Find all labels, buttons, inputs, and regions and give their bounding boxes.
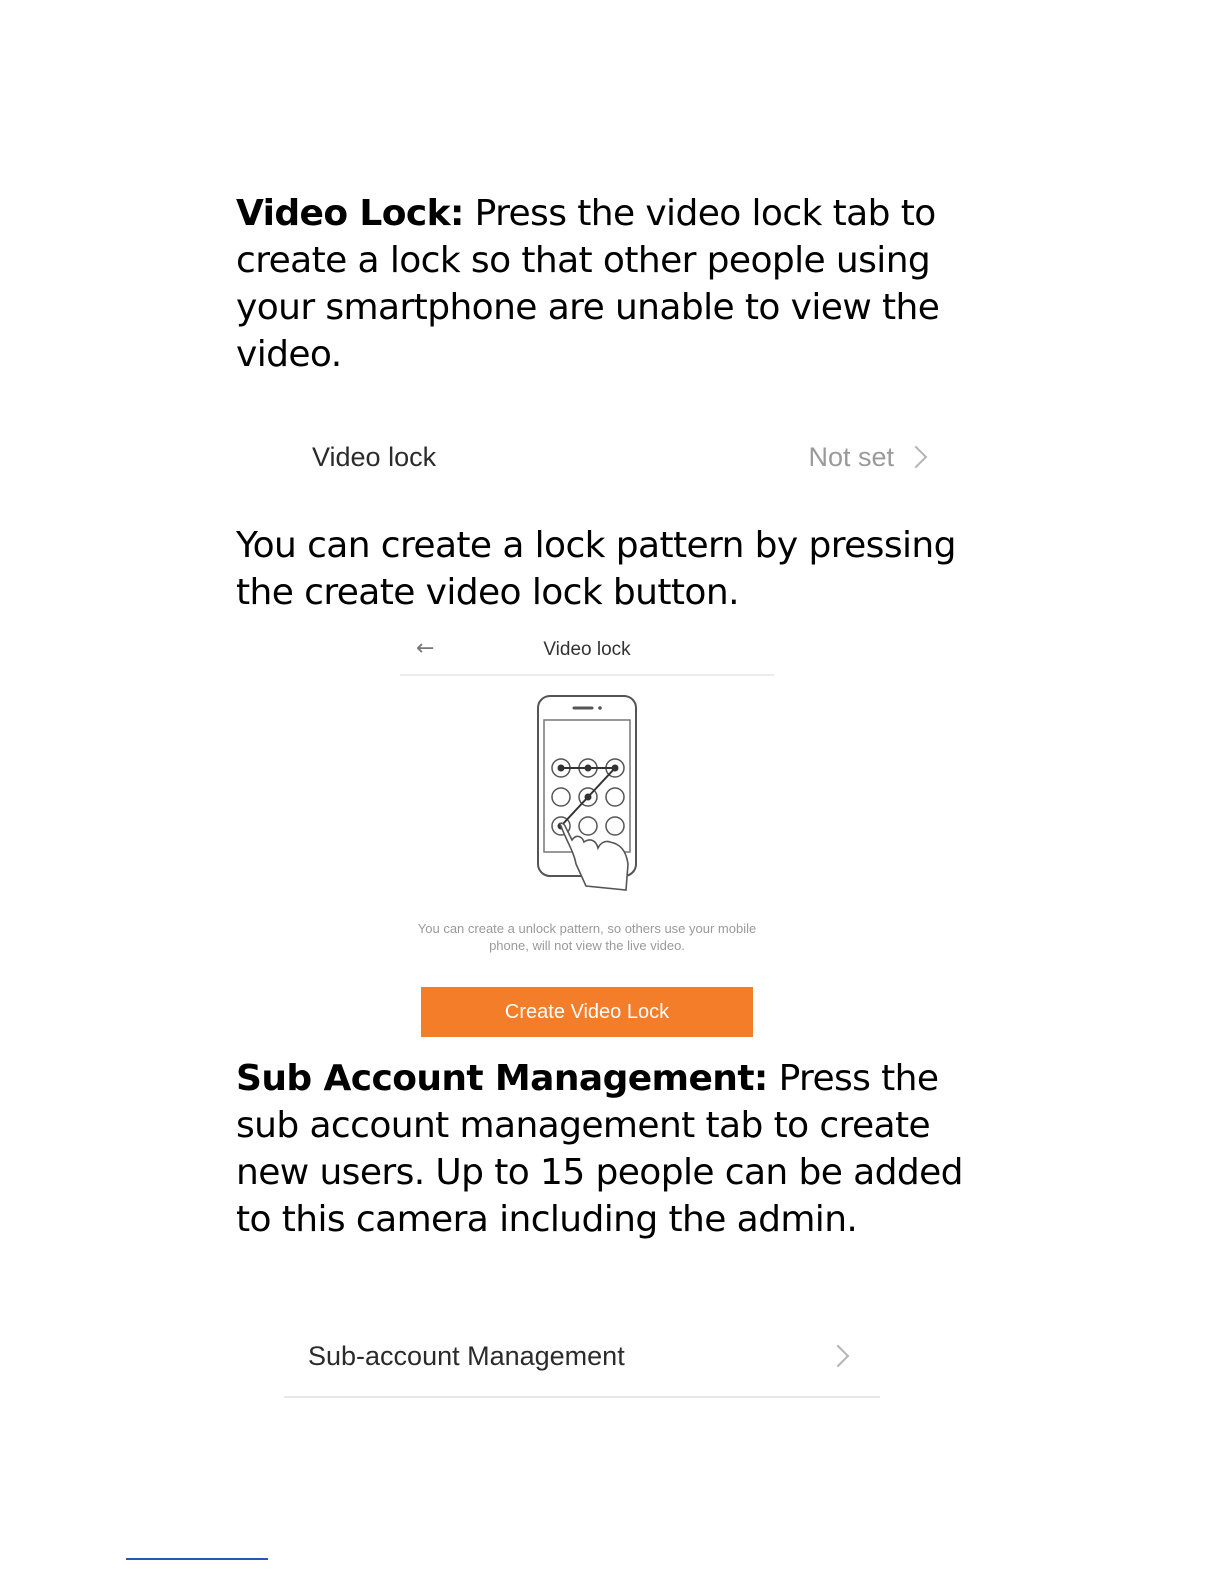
video-lock-row[interactable] [312, 432, 934, 482]
sub-account-heading: Sub Account Management: [236, 1058, 768, 1099]
video-lock-value: Not set [808, 441, 894, 472]
pattern-lock-phone-icon [530, 694, 644, 894]
chevron-right-icon [905, 446, 928, 469]
video-lock-status [808, 442, 934, 473]
create-video-lock-button[interactable]: Create Video Lock [421, 987, 753, 1037]
sub-account-label: Sub-account Management [308, 1340, 625, 1371]
video-lock-heading: Video Lock: [236, 193, 464, 234]
screen-description: You can create a unlock pattern, so others use your mobile phone, will not view the live video. [417, 921, 757, 953]
divider [284, 1396, 880, 1398]
back-arrow-icon[interactable]: ← [416, 636, 435, 661]
lock-pattern-paragraph: You can create a lock pattern by pressing the create video lock button. [236, 525, 956, 613]
chevron-right-icon [827, 1345, 850, 1368]
screen-header [400, 630, 774, 676]
video-lock-paragraph [236, 190, 976, 378]
sub-account-description: Press the sub account management tab to create new users. Up to 15 people can be added to this camera including the admin. [236, 1058, 963, 1240]
footnote-divider [126, 1558, 268, 1560]
sub-account-paragraph [236, 1055, 976, 1243]
video-lock-label: Video lock [312, 441, 437, 472]
sub-account-row[interactable] [308, 1330, 856, 1382]
video-lock-description: Press the video lock tab to create a lock so that other people using your smartphone are unable to view the video. [236, 193, 940, 375]
screen-title: Video lock [543, 639, 631, 660]
video-lock-screenshot [400, 630, 774, 1042]
